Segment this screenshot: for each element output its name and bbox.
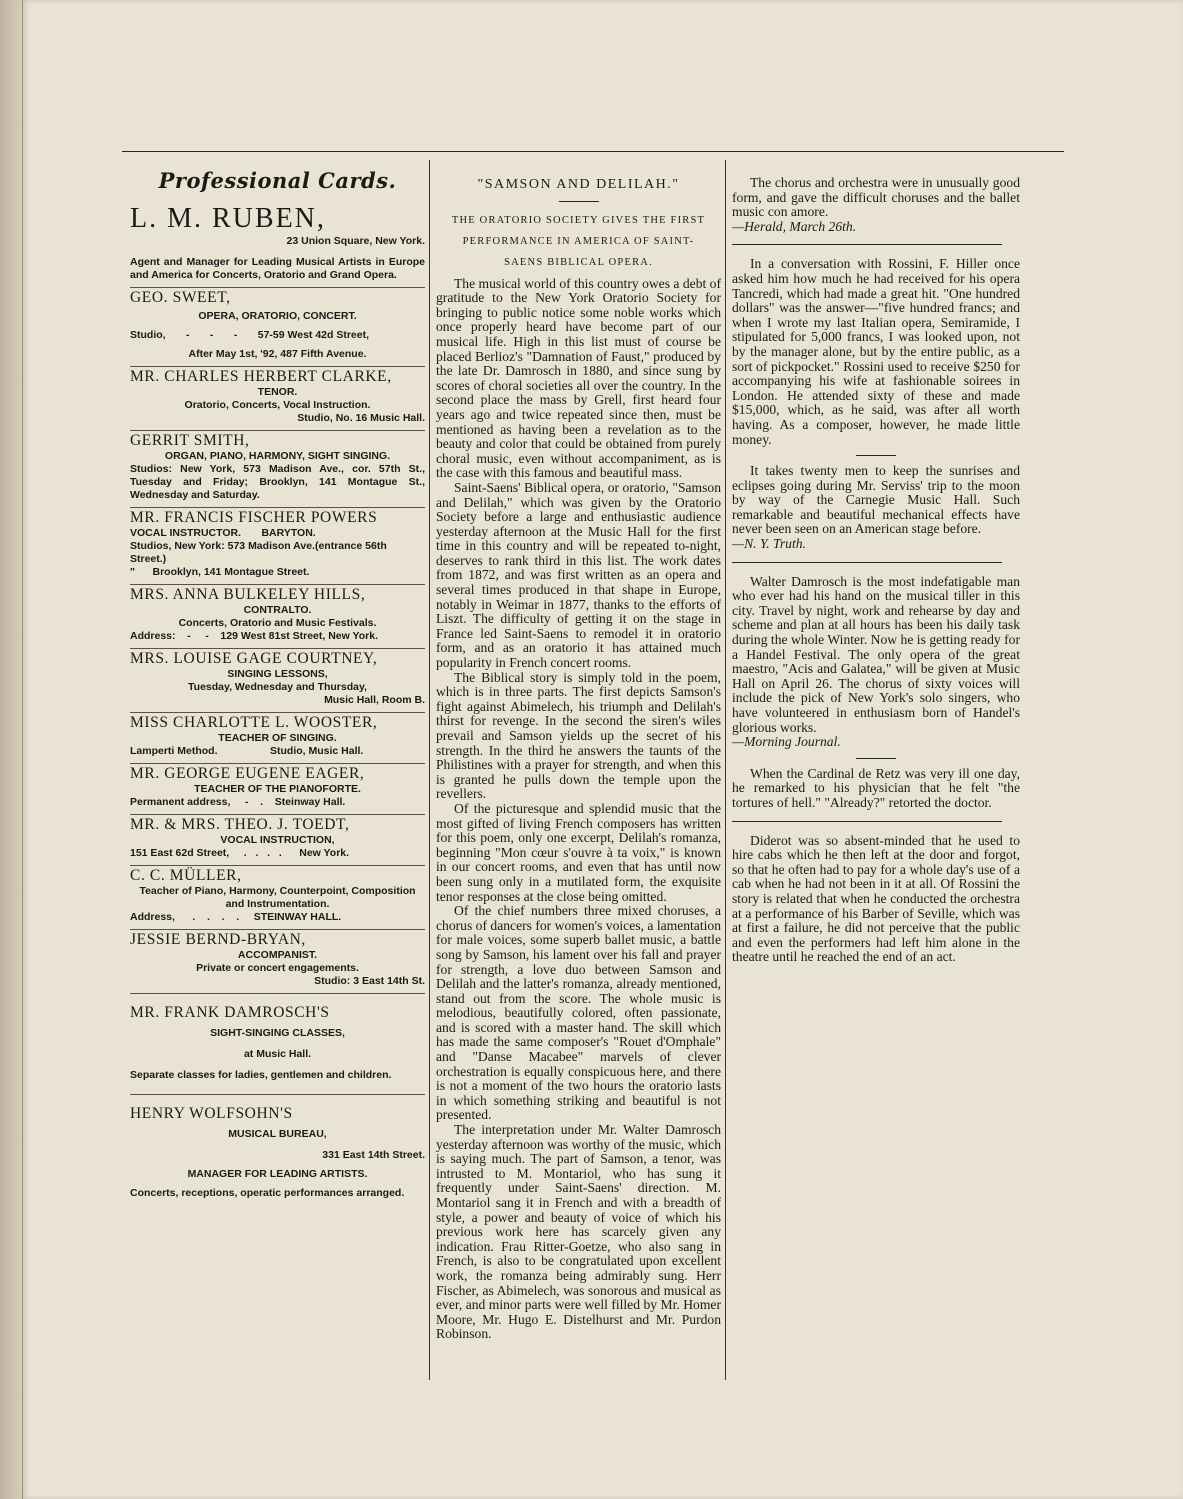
- card-clarke: [130, 367, 425, 431]
- card-line: 151 East 62d Street, . . . . New York.: [130, 847, 350, 859]
- card-wolfsohn: [130, 1095, 425, 1205]
- note-paragraph: When the Cardinal de Retz was very ill one day, he remarked to his physician that he felt "the tortures of hell." "Already?" retorted the doctor.: [732, 765, 1020, 810]
- note-paragraph: It takes twenty men to keep the sunrises and eclipses going during Mr. Serviss' trip to the moon by way of the Carnegie Music Hall. Such remarkable and beautiful mechanical effects have never been seen on an American stage before.: [732, 463, 1020, 537]
- card-sweet: [130, 288, 425, 367]
- page-binding: [0, 0, 22, 1499]
- card-line: " Brooklyn, 141 Montague Street.: [130, 566, 310, 578]
- card-toedt: [130, 815, 425, 866]
- note-source: —N. Y. Truth.: [732, 536, 806, 552]
- card-bernd-bryan: [130, 930, 425, 994]
- card-line: Studio, - - - 57-59 West 42d Street,: [130, 329, 370, 341]
- note-source: —Morning Journal.: [732, 734, 841, 750]
- article-subtitle: THE ORATORIO SOCIETY GIVES THE FIRST PERFORMANCE IN AMERICA OF SAINT-SAENS BIBLICAL OPERA.: [451, 214, 706, 268]
- article-paragraph: Saint-Saens' Biblical opera, or oratorio, "Samson and Delilah," which was given by the Oratorio Society before a large and enthusiastic audience yesterday afternoon at the Music Hall for the first time in this country and will be repeated to-night, deserves to rank third in this list. The work dates from 1872, and was first written as an opera and several times produced in that shape in Europe, notably in Weimar in 1877, thanks to the efforts of Liszt. The difficulty of getting it on the stage in France led Saint-Saens to remodel it in oratorio form, and as an oratorio it has attained much popularity in French concert rooms.: [436, 479, 721, 671]
- card-name: MISS CHARLOTTE L. WOOSTER,: [130, 714, 378, 731]
- column-divider-left: [429, 160, 430, 1380]
- card-name: MR. FRANCIS FISCHER POWERS: [130, 509, 378, 526]
- card-name: JESSIE BERND-BRYAN,: [130, 931, 306, 948]
- article-paragraph: The Biblical story is simply told in the poem, which is in three parts. The first depicts Samson's fight against Abimelech, his triumph and Delilah's thirst for revenge. In the second the siren's wiles prevail and Samson yields up the secret of his strength. In the third he answers the taunts of the Philistines with a prayer for strength, and when this is granted he pulls down the temple upon the revellers.: [436, 669, 721, 802]
- card-line: ORGAN, PIANO, HARMONY, SIGHT SINGING.: [164, 450, 391, 462]
- card-line: Private or concert engagements.: [196, 962, 359, 974]
- card-line: Teacher of Piano, Harmony, Counterpoint, Composition and Instrumentation.: [139, 885, 416, 910]
- card-line: VOCAL INSTRUCTION,: [220, 834, 335, 846]
- card-line: Concerts, receptions, operatic performances arranged.: [130, 1187, 405, 1199]
- divider: [732, 821, 1002, 822]
- card-line: Permanent address, - . Steinway Hall.: [130, 796, 346, 808]
- card-name: MR. GEORGE EUGENE EAGER,: [130, 765, 365, 782]
- card-name: GEO. SWEET,: [130, 289, 231, 306]
- card-line: ACCOMPANIST.: [237, 949, 318, 961]
- header-rule: [122, 151, 1064, 152]
- note-paragraph: Walter Damrosch is the most indefatigable man who ever had his hand on the musical tiller in this city. Travel by night, work and rehearse by day and scheme and plan at all hours has been his daily task during the whole Winter. Now he is getting ready for a Handel Festival. The only opera of the great maestro, "Acis and Galatea," will be given at Music Hall on April 26. The chorus of sixty voices will include the pick of New York's solo singers, who have volunteered in enthusiasm born of Handel's glorious works.: [732, 573, 1020, 735]
- card-line: Separate classes for ladies, gentlemen and children.: [130, 1069, 392, 1081]
- notes-column: [732, 160, 1020, 965]
- note-paragraph: Diderot was so absent-minded that he used to hire cabs which he then left at the door and forgot, so that he often had to pay for a whole day's use of a cab when he had not been in it at all. Of Rossini the story is related that when he conducted the orchestra at a performance of his Barber of Seville, which was at first a failure, he did not perceive that the public and even the performers had left him alone in the theatre until he reached the end of an act.: [732, 832, 1020, 965]
- card-line: CONTRALTO.: [243, 604, 312, 616]
- card-line: 331 East 14th Street.: [322, 1149, 425, 1161]
- card-line: Agent and Manager for Leading Musical Artists in Europe and America for Concerts, Oratorio and Grand Opera.: [130, 256, 425, 281]
- article-source: —Herald, March 26th.: [732, 218, 857, 234]
- article-paragraph: The musical world of this country owes a debt of gratitude to the New York Oratorio Society for bringing to public notice some noble works which once properly heard have become part of our musical life. High in this list must of course be placed Berlioz's "Damnation of Faust," produced by the late Dr. Damrosch in 1880, and since sung by scores of choral societies all over the country. In the second place the mass by Grell, first heard four years ago and twice repeated since then, must be mentioned as having been a revelation as to the beauty and color that could be obtained from purely choral music, even without accompaniment, as is the case with this famous and beautiful mass.: [436, 275, 721, 481]
- card-line: Studios, New York: 573 Madison Ave.(entrance 56th Street.): [130, 540, 387, 565]
- card-courtney: [130, 649, 425, 713]
- card-name: MR. CHARLES HERBERT CLARKE,: [130, 368, 392, 385]
- card-muller: [130, 866, 425, 930]
- card-name: MRS. LOUISE GAGE COURTNEY,: [130, 650, 378, 667]
- article-paragraph: The interpretation under Mr. Walter Damrosch yesterday afternoon was worthy of the music, which is saying much. The part of Samson, a tenor, was intrusted to M. Montariol, who has sung it frequently under Saint-Saens' direction. M. Montariol sang it in French and with a breadth of style, a power and beauty of voice of which his previous work here has scarcely given any indication. Frau Ritter-Goetze, who also sang in French, is also to be congratulated upon excellent work, the romanza being admirably sung. Herr Fischer, as Abimelech, was sonorous and musical as ever, and minor parts were well filled by Mr. Homer Moore, Mr. Hugo E. Distelhurst and Mr. Purdon Robinson.: [436, 1122, 721, 1342]
- card-name: MR. & MRS. THEO. J. TOEDT,: [130, 816, 350, 833]
- card-damrosch: [130, 994, 425, 1095]
- card-line: 23 Union Square, New York.: [286, 235, 425, 247]
- card-line: MUSICAL BUREAU,: [228, 1128, 327, 1140]
- card-name: C. C. MÜLLER,: [130, 867, 242, 884]
- divider: [856, 758, 896, 759]
- cards-heading: Professional Cards.: [158, 168, 397, 193]
- article-paragraph: Of the chief numbers three mixed choruses, a chorus of dancers for women's voices, a lamentation for male voices, some superb ballet music, a battle song by Samson, his lament over his fall and prayer for strength, a love duo between Samson and Delilah and the latter's romanza, already mentioned, stand out from the score. The whole music is melodious, beautifully colored, often passionate, and is scored with a master hand. The skill which has made the same composer's "Rouet d'Omphale" and "Danse Macabee" marvels of clever orchestration is equally conspicuous here, and there is not a moment of the two hours the oratorio lasts in which something striking and beautiful is not presented.: [436, 903, 721, 1123]
- card-line: at Music Hall.: [243, 1048, 312, 1060]
- card-name: HENRY WOLFSOHN'S: [130, 1105, 293, 1122]
- card-line: SINGING LESSONS,: [227, 668, 328, 680]
- divider: [856, 455, 896, 456]
- card-line: MANAGER FOR LEADING ARTISTS.: [187, 1168, 368, 1180]
- column-divider-right: [725, 160, 726, 1380]
- article-paragraph: Of the picturesque and splendid music that the most gifted of living French composers has written for this poem, only one excerpt, Delilah's romanza, beginning "Mon cœur s'ouvre à ta voix," is known in our concert rooms, and even that has until now been sung only in a mutilated form, the exquisite tenor responses at the close being omitted.: [436, 800, 721, 904]
- card-line: Address: - - 129 West 81st Street, New York.: [130, 630, 379, 642]
- card-line: OPERA, ORATORIO, CONCERT.: [198, 310, 357, 322]
- card-line: Lamperti Method. Studio, Music Hall.: [130, 745, 364, 757]
- card-line: TEACHER OF SINGING.: [218, 732, 337, 744]
- card-line: Concerts, Oratorio and Music Festivals.: [178, 617, 377, 629]
- card-name: MR. FRANK DAMROSCH'S: [130, 1004, 330, 1021]
- card-line: Music Hall, Room B.: [324, 694, 425, 706]
- divider: [732, 562, 1002, 563]
- card-line: TEACHER OF THE PIANOFORTE.: [194, 783, 361, 795]
- card-line: Studios: New York, 573 Madison Ave., cor. 57th St., Tuesday and Friday; Brooklyn, 141 Montague St., Wednesday and Saturday.: [130, 463, 425, 501]
- article-title: "SAMSON AND DELILAH.": [477, 177, 680, 192]
- note-paragraph: In a conversation with Rossini, F. Hiller once asked him how much he had received for his opera Tancredi, which had made a great hit. "One hundred dollars" was the answer—"five hundred francs; and when I wrote my last Italian opera, Semiramide, I stipulated for 5,000 francs, I was looked upon, not by the manager alone, but by the entire public, as a sort of pickpocket." Rossini used to receive $250 for accompanying his wife at fashionable soirees in London. He attended sixty of these and made $15,000, which, as he said, was after all worth having. As a composer, however, he made little money.: [732, 256, 1020, 447]
- card-eager: [130, 764, 425, 815]
- card-powers: [130, 508, 425, 585]
- card-line: SIGHT-SINGING CLASSES,: [210, 1027, 345, 1039]
- professional-cards-column: [130, 160, 425, 1205]
- card-line: Address, . . . . STEINWAY HALL.: [130, 911, 342, 923]
- card-smith: [130, 431, 425, 508]
- card-ruben: [130, 203, 425, 288]
- card-line: Studio, No. 16 Music Hall.: [297, 412, 425, 424]
- card-line: After May 1st, '92, 487 Fifth Avenue.: [188, 348, 367, 360]
- card-line: TENOR.: [257, 386, 298, 398]
- card-name: L. M. RUBEN,: [130, 203, 326, 234]
- article-paragraph: The chorus and orchestra were in unusually good form, and gave the difficult choruses and the ballet music con amore.: [732, 175, 1020, 220]
- card-line: Tuesday, Wednesday and Thursday,: [188, 681, 367, 693]
- card-line: VOCAL INSTRUCTOR. BARYTON.: [130, 527, 316, 539]
- card-line: Studio: 3 East 14th St.: [314, 975, 425, 987]
- card-hills: [130, 585, 425, 649]
- divider: [559, 201, 599, 202]
- card-line: Oratorio, Concerts, Vocal Instruction.: [184, 399, 371, 411]
- card-name: MRS. ANNA BULKELEY HILLS,: [130, 586, 366, 603]
- card-name: GERRIT SMITH,: [130, 432, 250, 449]
- divider: [732, 244, 1002, 245]
- article-column: [436, 160, 721, 1342]
- card-wooster: [130, 713, 425, 764]
